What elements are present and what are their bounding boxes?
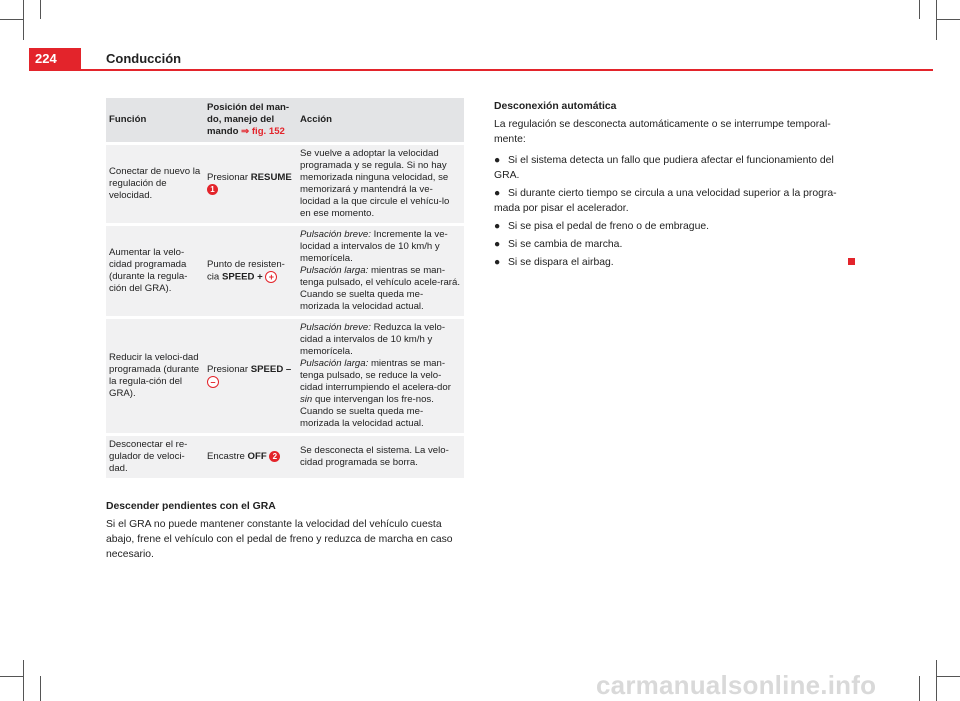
desconexion-intro: La regulación se desconecta automáticamente o se interrumpe temporal-mente: — [494, 119, 831, 145]
crop-mark — [937, 19, 960, 20]
list-item — [494, 153, 854, 183]
cell-accion — [297, 316, 464, 433]
list-item-text: Si se dispara el airbag. — [508, 257, 614, 268]
bullet-icon: ● — [494, 221, 501, 232]
cell-funcion: Desconectar el re-gulador de veloci-dad. — [106, 433, 204, 478]
cell-posicion — [204, 142, 297, 223]
col-header-accion: Acción — [297, 98, 464, 142]
cell-funcion: Reducir la veloci-dad programada (durante la regula-ción del GRA). — [106, 316, 204, 433]
page-number: 224 — [29, 48, 81, 69]
posicion-prefix: Punto de resisten-cia — [207, 258, 285, 283]
crop-mark — [936, 0, 937, 40]
section-end-marker — [848, 258, 855, 265]
descender-text: Si el GRA no puede mantener constante la velocidad del vehículo cuesta abajo, frene el vehículo con el pedal de freno y reduzca de marcha en caso necesario. — [106, 519, 453, 560]
key-label: SPEED + — [221, 271, 263, 283]
long-press-label: Pulsación larga: — [300, 265, 369, 276]
short-press-text: Reduzca la velo-cidad a intervalos de 10 km/h y memorícela. — [300, 322, 446, 357]
table-header-row — [106, 98, 464, 142]
key-label: OFF — [247, 451, 267, 463]
list-item — [494, 255, 854, 270]
table-row — [106, 433, 464, 478]
long-press-text-cont: que intervengan los fre-nos. Cuando se suelta queda me-morizada la velocidad actual. — [300, 394, 434, 429]
list-item-text: Si durante cierto tiempo se circula a una velocidad superior a la progra-mada por pisar el acelerador. — [494, 188, 837, 214]
crop-mark — [0, 676, 23, 677]
crop-mark — [936, 660, 937, 701]
crop-mark — [919, 0, 920, 19]
crop-mark — [23, 660, 24, 701]
key-label: RESUME — [250, 171, 292, 183]
col-header-funcion: Función — [106, 98, 204, 142]
key-label: SPEED – — [250, 363, 292, 375]
bullet-icon: ● — [494, 155, 501, 166]
posicion-prefix: Presionar — [207, 363, 249, 375]
cell-accion: Se desconecta el sistema. La velo-cidad programada se borra. — [297, 433, 464, 478]
figure-link[interactable]: ⇒ fig. 152 — [241, 126, 285, 137]
col-header-posicion — [204, 98, 297, 142]
desconexion-section — [494, 99, 854, 273]
col-header-posicion-text: Posición del man- do, manejo del mando — [207, 102, 290, 137]
marker-2-icon: 2 — [269, 451, 280, 462]
long-press-text: mientras se man-tenga pulsado, se reduce la velo-cidad interrumpiendo el acelera-dor — [300, 358, 451, 393]
long-press-label: Pulsación larga: — [300, 358, 369, 369]
crop-mark — [23, 0, 24, 40]
table-row — [106, 142, 464, 223]
crop-mark — [937, 676, 960, 677]
short-press-text: Incremente la ve-locidad a intervalos de 10 km/h y memorícela. — [300, 229, 448, 264]
cell-funcion: Aumentar la velo-cidad programada (durante la regula-ción del GRA). — [106, 223, 204, 316]
table-row — [106, 316, 464, 433]
list-item-text: Si se pisa el pedal de freno o de embrague. — [508, 221, 710, 232]
list-item — [494, 186, 854, 216]
cell-posicion — [204, 433, 297, 478]
cell-accion: Se vuelve a adoptar la velocidad programada y se regula. Si no hay memorizada ninguna velocidad, se memorizará y mantendrá la ve-locidad a la que circule el vehícu-lo en ese momento. — [297, 142, 464, 223]
list-item — [494, 237, 854, 252]
short-press-label: Pulsación breve: — [300, 322, 371, 333]
descender-section — [106, 499, 466, 562]
posicion-prefix: Presionar — [207, 171, 249, 183]
marker-1-icon: 1 — [207, 184, 218, 195]
list-item — [494, 219, 854, 234]
cruise-control-table — [106, 98, 464, 478]
bullet-icon: ● — [494, 188, 501, 199]
crop-mark — [40, 0, 41, 19]
posicion-prefix: Encastre — [207, 451, 245, 463]
bullet-icon: ● — [494, 239, 501, 250]
cell-accion — [297, 223, 464, 316]
minus-marker-icon: – — [207, 376, 219, 388]
table-row — [106, 223, 464, 316]
long-press-text: mientras se man-tenga pulsado, el vehículo acele-rará. Cuando se suelta queda me-morizada la velocidad actual. — [300, 265, 460, 312]
header-rule — [29, 69, 933, 71]
section-title: Conducción — [106, 51, 182, 66]
list-item-text: Si el sistema detecta un fallo que pudiera afectar el funcionamiento del GRA. — [494, 155, 834, 181]
emphasis-sin: sin — [300, 394, 313, 405]
list-item-text: Si se cambia de marcha. — [508, 239, 623, 250]
crop-mark — [0, 19, 23, 20]
plus-marker-icon: + — [265, 271, 277, 283]
desconexion-list — [494, 153, 854, 270]
crop-mark — [40, 676, 41, 701]
bullet-icon: ● — [494, 257, 501, 268]
cell-posicion — [204, 316, 297, 433]
descender-title: Descender pendientes con el GRA — [106, 501, 276, 512]
desconexion-title: Desconexión automática — [494, 101, 617, 112]
short-press-label: Pulsación breve: — [300, 229, 371, 240]
crop-mark — [919, 676, 920, 701]
cell-funcion: Conectar de nuevo la regulación de velocidad. — [106, 142, 204, 223]
cell-posicion — [204, 223, 297, 316]
watermark: carmanualsonline.info — [596, 670, 877, 700]
